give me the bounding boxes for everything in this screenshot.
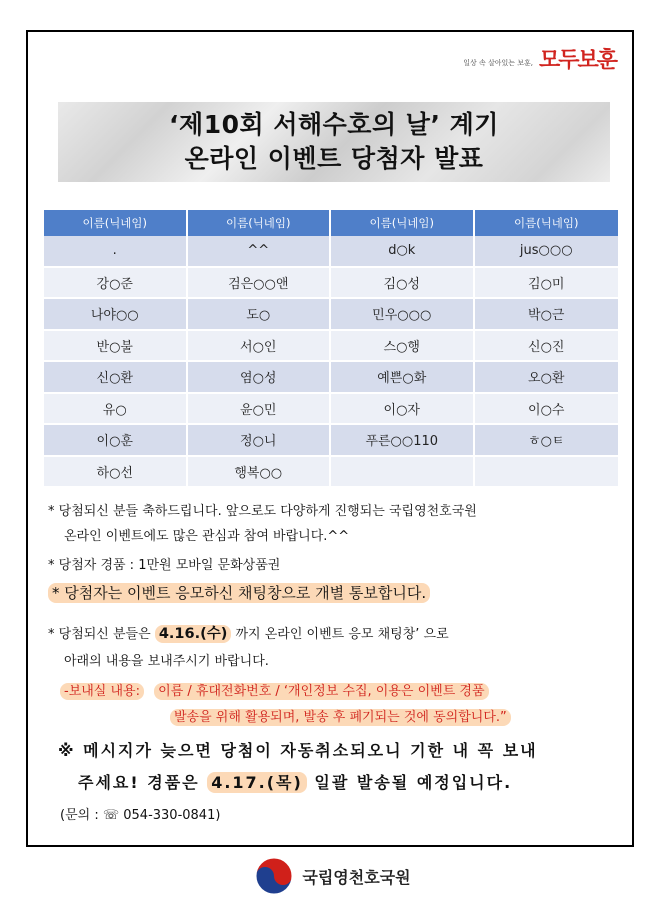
table-cell: 도○ <box>188 299 332 331</box>
table-cell: 검은○○앤 <box>188 268 332 300</box>
table-cell: 하○선 <box>44 457 188 489</box>
table-row <box>44 268 618 300</box>
table-cell: 이○훈 <box>44 425 188 457</box>
notify-text: * 당첨자는 이벤트 응모하신 채팅창으로 개별 통보합니다. <box>48 583 430 603</box>
content-label: -보내실 내용: <box>60 683 144 700</box>
taegeuk-emblem-icon <box>254 856 294 896</box>
table-row <box>44 299 618 331</box>
table-cell: 신○환 <box>44 362 188 394</box>
content-text-2: 발송을 위해 활용되며, 발송 후 폐기되는 것에 동의합니다.” <box>170 709 511 726</box>
notice-frame <box>26 30 634 847</box>
send-prefix: * 당첨되신 분들은 <box>48 627 155 642</box>
send-line <box>48 622 449 643</box>
table-cell: 김○성 <box>331 268 475 300</box>
table-cell: 신○진 <box>475 331 619 363</box>
column-header: 이름(닉네임) <box>331 210 475 236</box>
table-row <box>44 362 618 394</box>
warning-prefix: 주세요! 경품은 <box>78 773 208 792</box>
table-cell: 서○인 <box>188 331 332 363</box>
table-cell: 민우○○○ <box>331 299 475 331</box>
table-row <box>44 331 618 363</box>
table-row <box>44 394 618 426</box>
table-cell: 박○근 <box>475 299 619 331</box>
table-row <box>44 425 618 457</box>
brand-logo <box>463 50 616 72</box>
footer <box>0 856 665 896</box>
column-header: 이름(닉네임) <box>475 210 619 236</box>
contact-prefix: (문의 : <box>60 808 103 823</box>
title-banner <box>58 102 610 182</box>
table-cell: 푸른○○110 <box>331 425 475 457</box>
table-cell: 스○행 <box>331 331 475 363</box>
table-cell: . <box>44 236 188 268</box>
table-cell: 이○자 <box>331 394 475 426</box>
org-name: 국립영천호국원 <box>302 867 411 887</box>
table-cell: 반○불 <box>44 331 188 363</box>
warning-suffix: 일괄 발송될 예정입니다. <box>306 773 513 792</box>
table-cell: 이○수 <box>475 394 619 426</box>
contact-suffix: ) <box>215 808 221 823</box>
table-cell <box>331 457 475 489</box>
table-cell: 염○성 <box>188 362 332 394</box>
column-header: 이름(닉네임) <box>188 210 332 236</box>
prize-date: 4.17.(목) <box>207 772 307 793</box>
table-cell: 윤○민 <box>188 394 332 426</box>
brand-logo-text: 모두보훈 <box>538 48 616 73</box>
contact-phone: 054-330-0841 <box>123 808 216 823</box>
content-text-1: 이름 / 휴대전화번호 / ‘개인정보 수집, 이용은 이벤트 경품 <box>154 683 488 700</box>
warning-line-2 <box>78 770 512 793</box>
table-cell <box>475 457 619 489</box>
content-line-2 <box>170 706 511 725</box>
table-cell: 예쁜○화 <box>331 362 475 394</box>
congrats-line-1: * 당첨되신 분들 축하드립니다. 앞으로도 다양하게 진행되는 국립영천호국원 <box>48 504 477 519</box>
table-cell: jus○○○ <box>475 236 619 268</box>
send-suffix: 까지 온라인 이벤트 응모 채팅창’ 으로 <box>231 627 449 642</box>
table-cell: 나야○○ <box>44 299 188 331</box>
table-row <box>44 457 618 489</box>
congrats-line-2: 온라인 이벤트에도 많은 관심과 참여 바랍니다.^^ <box>64 529 350 544</box>
prize-line: * 당첨자 경품 : 1만원 모바일 문화상품권 <box>48 558 281 573</box>
table-cell: 행복○○ <box>188 457 332 489</box>
content-line-1 <box>60 680 489 699</box>
warning-line-1: ※ 메시지가 늦으면 당첨이 자동취소되오니 기한 내 꼭 보내 <box>58 741 538 760</box>
table-cell: 강○준 <box>44 268 188 300</box>
table-cell: 유○ <box>44 394 188 426</box>
phone-icon: ☏ <box>102 808 120 823</box>
brand-tagline: 일상 속 살아있는 보훈, <box>463 59 533 67</box>
table-cell: d○k <box>331 236 475 268</box>
title-line-1: ‘제10회 서해수호의 날’ 계기 <box>169 110 499 139</box>
title-line-2: 온라인 이벤트 당첨자 발표 <box>184 144 484 173</box>
send-date: 4.16.(수) <box>155 625 232 643</box>
table-header-row <box>44 210 618 236</box>
winners-table <box>44 210 618 488</box>
contact-line <box>60 804 220 823</box>
table-cell: 정○니 <box>188 425 332 457</box>
table-cell: 오○환 <box>475 362 619 394</box>
column-header: 이름(닉네임) <box>44 210 188 236</box>
table-row <box>44 236 618 268</box>
notify-line <box>48 582 430 603</box>
table-cell: ㅎ○ㅌ <box>475 425 619 457</box>
table-cell: ^^ <box>188 236 332 268</box>
table-cell: 김○미 <box>475 268 619 300</box>
send-line-2: 아래의 내용을 보내주시기 바랍니다. <box>64 654 269 669</box>
